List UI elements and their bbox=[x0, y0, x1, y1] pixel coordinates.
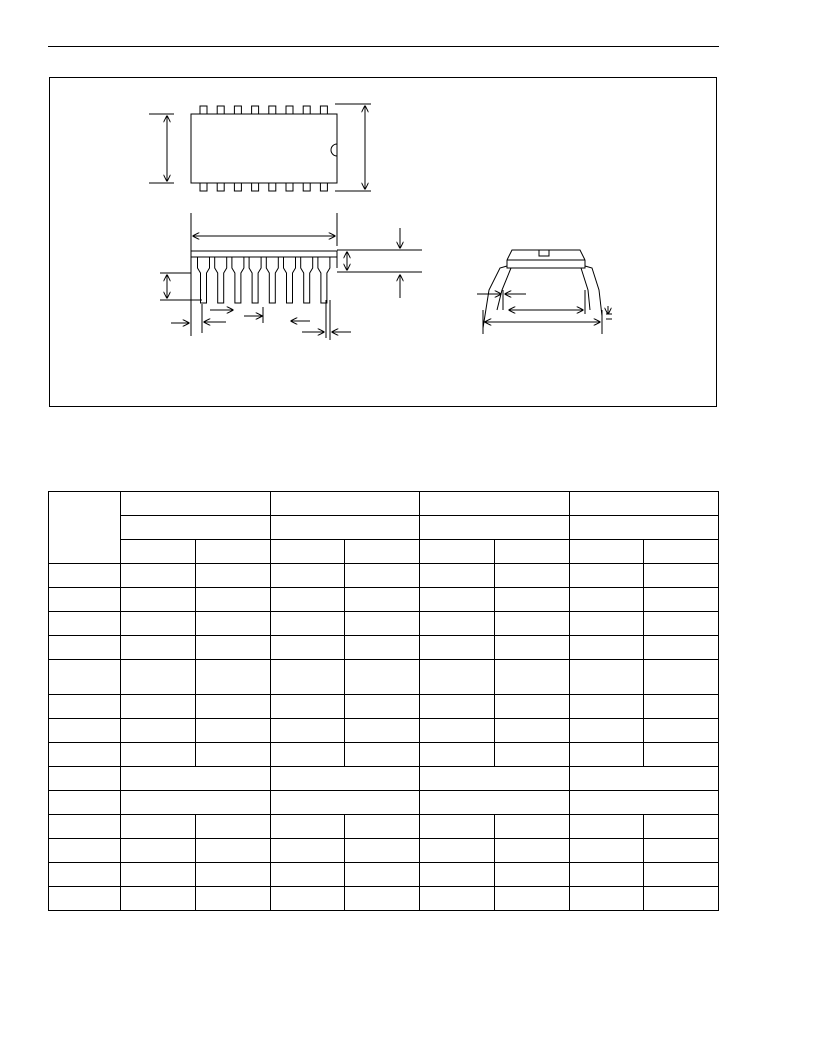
end-view-body-side bbox=[507, 260, 585, 268]
pin-icon bbox=[303, 183, 310, 191]
top-view-pins-lower bbox=[200, 183, 327, 191]
side-lead-icon bbox=[215, 257, 227, 303]
pin-icon bbox=[252, 183, 259, 191]
side-view-pins bbox=[198, 257, 330, 303]
top-view-pins-upper bbox=[200, 106, 327, 114]
table-border bbox=[49, 492, 719, 911]
pin-icon bbox=[234, 183, 241, 191]
end-view-body-mark bbox=[539, 250, 549, 256]
dimensions-table-grid bbox=[48, 491, 719, 911]
end-view bbox=[477, 250, 612, 334]
pin-icon bbox=[286, 183, 293, 191]
end-view-lead-left-inner bbox=[497, 268, 511, 310]
pin-icon bbox=[269, 183, 276, 191]
package-outline-drawing bbox=[50, 78, 718, 408]
pin-icon bbox=[217, 183, 224, 191]
dimensions-table bbox=[48, 491, 719, 911]
pin-icon bbox=[234, 106, 241, 114]
pin-icon bbox=[286, 106, 293, 114]
end-view-body-top bbox=[507, 250, 585, 260]
top-view-body bbox=[191, 114, 337, 183]
side-lead-icon bbox=[318, 257, 330, 303]
header-rule bbox=[48, 46, 719, 47]
pin1-notch-icon bbox=[331, 144, 337, 156]
side-view-body-top bbox=[191, 251, 337, 257]
side-lead-icon bbox=[232, 257, 244, 303]
pin-icon bbox=[217, 106, 224, 114]
pin-icon bbox=[320, 106, 327, 114]
pin-icon bbox=[269, 106, 276, 114]
end-view-lead-right bbox=[585, 266, 602, 316]
package-outline-figure bbox=[49, 77, 717, 407]
top-view bbox=[149, 104, 371, 191]
side-lead-icon bbox=[301, 257, 313, 303]
side-view bbox=[160, 213, 422, 340]
side-lead-icon bbox=[284, 257, 296, 303]
pin-icon bbox=[303, 106, 310, 114]
pin-icon bbox=[252, 106, 259, 114]
pin-icon bbox=[200, 106, 207, 114]
side-lead-icon bbox=[266, 257, 278, 303]
pin-icon bbox=[320, 183, 327, 191]
side-lead-icon bbox=[198, 257, 210, 303]
side-lead-icon bbox=[249, 257, 261, 303]
pin-icon bbox=[200, 183, 207, 191]
